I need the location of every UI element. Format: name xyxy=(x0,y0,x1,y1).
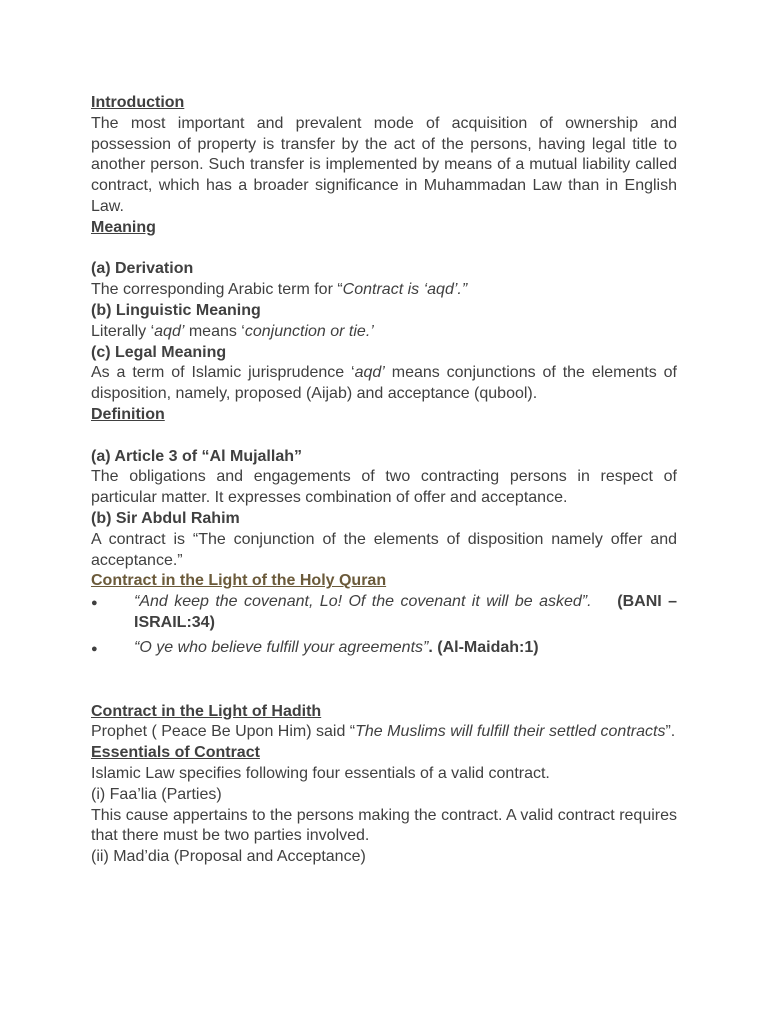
definition-heading: Definition xyxy=(91,405,165,423)
definition-b-title: (b) Sir Abdul Rahim xyxy=(91,509,240,527)
introduction-heading: Introduction xyxy=(91,94,185,111)
legal-text-3: means conjunctions of the elements of disposition, namely, proposed (Aijab) and acceptance (qubool). xyxy=(91,364,677,403)
linguistic-text-3: means ‘ xyxy=(184,322,245,340)
derivation-text-italic: Contract is ‘aqd’.” xyxy=(342,281,468,299)
essentials-intro: Islamic Law specifies following four essentials of a valid contract. xyxy=(91,764,550,782)
quran-bullet-1-reference: (BANI – ISRAIL:34) xyxy=(134,593,678,631)
quran-heading: Contract in the Light of the Holy Quran xyxy=(91,572,387,590)
quran-bullet-2-reference: . (Al-Maidah:1) xyxy=(428,638,539,656)
document-body xyxy=(91,93,677,868)
bullet-icon: ● xyxy=(91,597,98,610)
legal-text-1: As a term of Islamic jurisprudence ‘ xyxy=(91,364,355,382)
definition-a-title: (a) Article 3 of “Al Mujallah” xyxy=(91,447,302,465)
linguistic-text-1: Literally ‘ xyxy=(91,322,155,340)
essentials-heading: Essentials of Contract xyxy=(91,744,260,762)
quran-bullet-2 xyxy=(91,638,677,659)
meaning-heading: Meaning xyxy=(91,218,156,236)
derivation-title: (a) Derivation xyxy=(91,260,194,278)
bullet-icon: ● xyxy=(91,642,98,655)
hadith-text xyxy=(91,722,677,743)
derivation-text xyxy=(91,280,677,301)
spacer xyxy=(91,239,677,260)
linguistic-text-2: aqd’ xyxy=(154,322,185,340)
essential-i-text: This cause appertains to the persons making the contract. A valid contract requires that there must be two parties involved. xyxy=(91,806,677,845)
linguistic-text-4: conjunction or tie.’ xyxy=(244,322,374,340)
quran-bullet-2-quote: “O ye who believe fulfill your agreements” xyxy=(134,638,429,656)
legal-text-2: aqd’ xyxy=(354,364,385,382)
quran-bullet-1-quote: “And keep the covenant, Lo! Of the covenant it will be asked”. xyxy=(134,593,592,611)
hadith-text-2: The Muslims will fulfill their settled contracts xyxy=(355,723,666,741)
linguistic-meaning-text xyxy=(91,322,677,343)
spacer xyxy=(91,659,677,702)
definition-b-text: A contract is “The conjunction of the elements of disposition namely offer and acceptance.” xyxy=(91,530,677,569)
hadith-heading: Contract in the Light of Hadith xyxy=(91,702,322,720)
hadith-text-1: Prophet ( Peace Be Upon Him) said “ xyxy=(91,723,356,741)
essential-ii-title: (ii) Mad’dia (Proposal and Acceptance) xyxy=(91,848,366,866)
legal-meaning-title: (c) Legal Meaning xyxy=(91,343,227,361)
quran-bullet-1 xyxy=(91,592,677,634)
linguistic-meaning-title: (b) Linguistic Meaning xyxy=(91,301,261,319)
introduction-paragraph: The most important and prevalent mode of acquisition of ownership and possession of property is transfer by the act of the persons, having legal title to another person. Such transfer is implemented by means of a mutual liability called contract, which has a broader significance in Muhammadan Law than in English Law. xyxy=(91,114,677,215)
derivation-text-plain: The corresponding Arabic term for “ xyxy=(91,281,343,299)
legal-meaning-text xyxy=(91,363,677,405)
definition-a-text: The obligations and engagements of two contracting persons in respect of particular matter. It expresses combination of offer and acceptance. xyxy=(91,468,677,507)
spacer xyxy=(91,426,677,447)
essential-i-title: (i) Faa’lia (Parties) xyxy=(91,785,222,803)
hadith-text-3: ”. xyxy=(665,723,676,741)
